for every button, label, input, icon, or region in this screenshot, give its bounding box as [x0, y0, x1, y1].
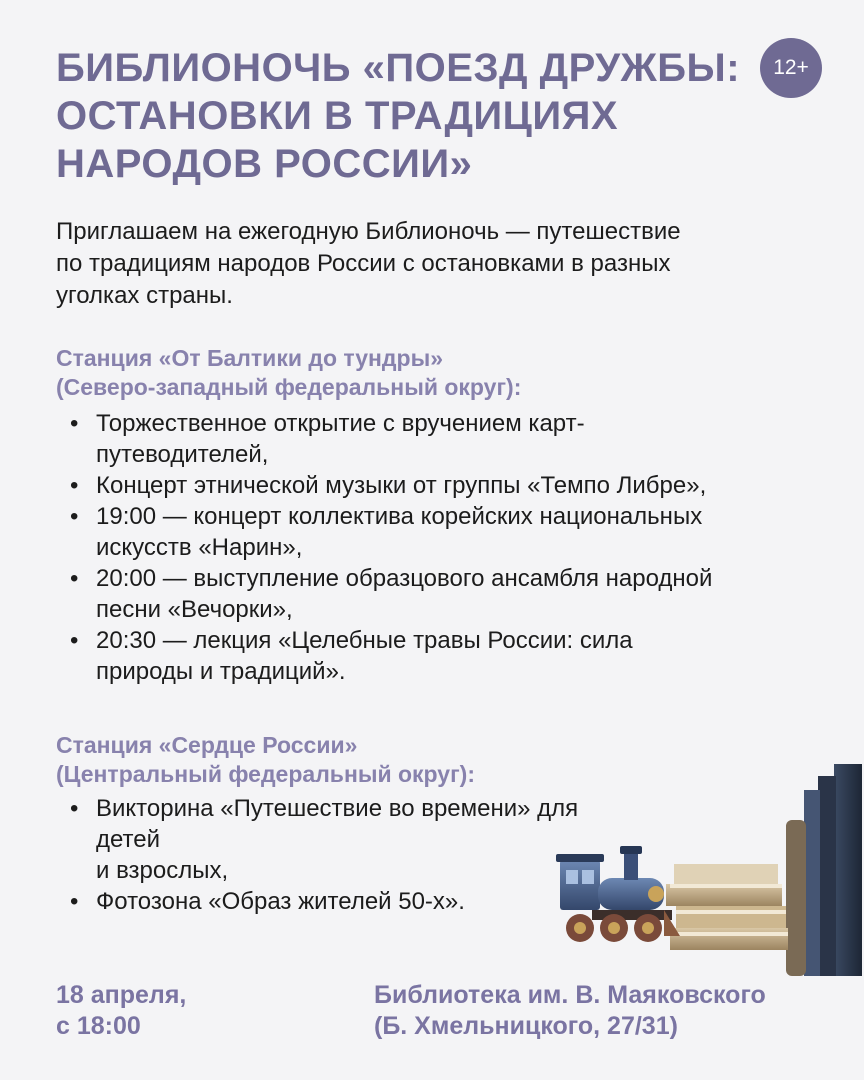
list-item-line: • Викторина «Путешествие во времени» для детей	[96, 795, 579, 853]
location-line: (Б. Хмельницкого, 27/31)	[374, 1012, 678, 1040]
list-item	[70, 625, 850, 687]
intro-line: уголках страны.	[56, 282, 233, 309]
event-location	[374, 980, 766, 1042]
station-title-line: Станция «От Балтики до тундры»	[56, 345, 444, 371]
intro-line: по традициям народов России с остановками в разных	[56, 250, 671, 277]
title-line: БИБЛИОНОЧЬ «ПОЕЗД ДРУЖБЫ:	[56, 46, 741, 90]
event-date	[56, 980, 186, 1042]
list-item-line: путеводителей,	[96, 441, 269, 468]
list-item-line: и взрослых,	[96, 857, 229, 884]
title-line: НАРОДОВ РОССИИ»	[56, 142, 473, 186]
list-item	[70, 886, 630, 917]
list-item-line: природы и традиций».	[96, 658, 346, 685]
location-line: Библиотека им. В. Маяковского	[374, 981, 766, 1009]
train-and-books-icon	[552, 760, 864, 980]
intro-line: Приглашаем на ежегодную Библионочь — путешествие	[56, 218, 681, 245]
age-rating-badge: 12+	[760, 38, 822, 98]
list-item-line: • 20:00 — выступление образцового ансамбля народной	[96, 565, 713, 592]
list-item	[70, 408, 850, 470]
date-line: с 18:00	[56, 1012, 141, 1040]
station-program-list-heart	[70, 793, 630, 917]
list-item-line: песни «Вечорки»,	[96, 596, 293, 623]
station-title-line: Станция «Сердце России»	[56, 732, 358, 758]
list-item	[70, 563, 850, 625]
station-title-baltic	[56, 344, 521, 402]
date-line: 18 апреля,	[56, 981, 187, 1009]
list-item-line: • Концерт этнической музыки от группы «Темпо Либре»,	[96, 472, 707, 499]
station-title-line: (Центральный федеральный округ):	[56, 761, 475, 787]
list-item	[70, 501, 850, 563]
page-title	[56, 44, 756, 188]
intro-text	[56, 216, 816, 312]
list-item	[70, 470, 850, 501]
list-item-line: искусств «Нарин»,	[96, 534, 303, 561]
station-title-heart	[56, 731, 475, 789]
list-item	[70, 793, 630, 886]
list-item-line: • Фотозона «Образ жителей 50-х».	[96, 888, 465, 915]
station-title-line: (Северо-западный федеральный округ):	[56, 374, 522, 400]
station-program-list-baltic	[70, 408, 850, 687]
list-item-line: • 19:00 — концерт коллектива корейских национальных	[96, 503, 703, 530]
title-line: ОСТАНОВКИ В ТРАДИЦИЯХ	[56, 94, 619, 138]
list-item-line: • Торжественное открытие с вручением карт-	[96, 410, 585, 437]
list-item-line: • 20:30 — лекция «Целебные травы России: сила	[96, 627, 633, 654]
